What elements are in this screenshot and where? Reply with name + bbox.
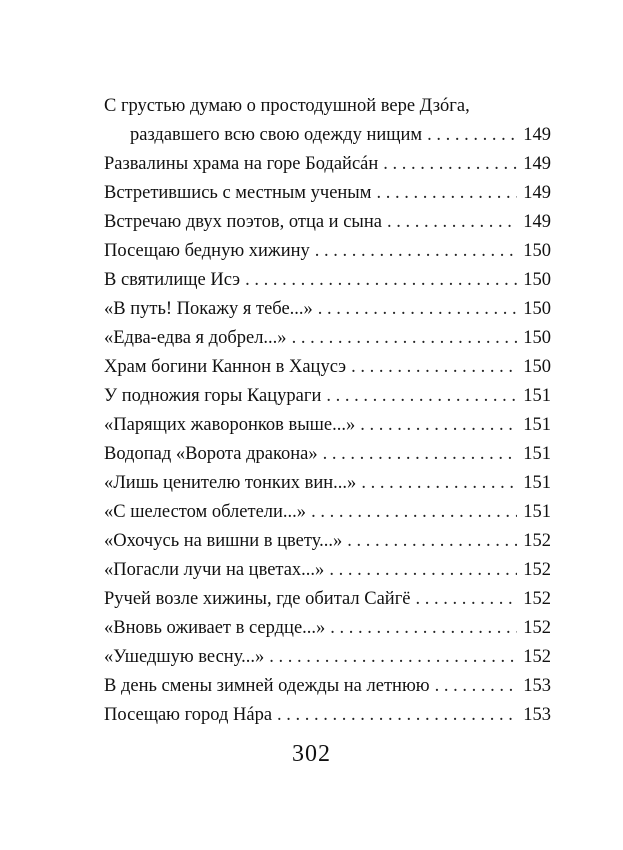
dot-leader xyxy=(347,527,517,556)
toc-entry-page: 149 xyxy=(523,183,551,203)
toc-entry-page: 152 xyxy=(523,560,551,580)
toc-entry-title: Посещаю бедную хижину xyxy=(104,241,310,261)
toc-entry-page: 149 xyxy=(523,154,551,174)
toc-entry-page: 152 xyxy=(523,647,551,667)
toc-entry xyxy=(104,527,551,556)
toc-entry-title: «Охочусь на вишни в цвету...» xyxy=(104,531,343,551)
toc-entry-title: «В путь! Покажу я тебе...» xyxy=(104,299,313,319)
dot-leader xyxy=(329,556,517,585)
dot-leader xyxy=(326,382,517,411)
toc-entry-page: 149 xyxy=(523,212,551,232)
toc-entry-page: 151 xyxy=(523,415,551,435)
toc-entry-page: 150 xyxy=(523,357,551,377)
dot-leader xyxy=(318,295,517,324)
toc-entry xyxy=(104,469,551,498)
toc-entry-page: 150 xyxy=(523,328,551,348)
toc-entry-title: Развалины храма на горе Бодайсáн xyxy=(104,154,379,174)
toc-entry xyxy=(104,266,551,295)
toc-entry-page: 152 xyxy=(523,589,551,609)
toc-entry-title: «Парящих жаворонков выше...» xyxy=(104,415,356,435)
page-number: 302 xyxy=(292,741,331,767)
toc-entry-title: раздавшего всю свою одежду нищим xyxy=(130,125,423,145)
toc-entry-title: Храм богини Каннон в Хацусэ xyxy=(104,357,347,377)
dot-leader xyxy=(292,324,518,353)
dot-leader xyxy=(277,701,517,730)
toc-entry xyxy=(104,150,551,179)
toc-entry-page: 153 xyxy=(523,676,551,696)
dot-leader xyxy=(245,266,517,295)
toc-entry xyxy=(104,498,551,527)
toc-entry-title: В святилище Исэ xyxy=(104,270,241,290)
dot-leader xyxy=(383,150,517,179)
toc-entry-page: 152 xyxy=(523,531,551,551)
toc-entry-title: Встречаю двух поэтов, отца и сына xyxy=(104,212,382,232)
dot-leader xyxy=(387,208,517,237)
toc-entry-page: 149 xyxy=(523,125,551,145)
toc-entry xyxy=(104,440,551,469)
dot-leader xyxy=(361,469,517,498)
toc-entry-title: «Едва-едва я добрел...» xyxy=(104,328,287,348)
toc-entry xyxy=(104,643,551,672)
table-of-contents xyxy=(104,92,551,730)
toc-entry xyxy=(104,672,551,701)
toc-entry-title: Посещаю город Нáра xyxy=(104,705,273,725)
toc-entry xyxy=(104,382,551,411)
toc-entry-title: У подножия горы Кацураги xyxy=(104,386,322,406)
toc-entry xyxy=(104,556,551,585)
dot-leader xyxy=(416,585,518,614)
dot-leader xyxy=(376,179,517,208)
dot-leader xyxy=(435,672,518,701)
dot-leader xyxy=(351,353,517,382)
toc-entry-title: «Погасли лучи на цветах...» xyxy=(104,560,325,580)
toc-entry-title: Встретившись с местным ученым xyxy=(104,183,372,203)
toc-entry-title-line1: С грустью думаю о простодушной вере Дзóга, xyxy=(104,96,470,116)
toc-entry-title: Водопад «Ворота дракона» xyxy=(104,444,318,464)
toc-entry xyxy=(104,585,551,614)
dot-leader xyxy=(360,411,517,440)
toc-entry-page: 151 xyxy=(523,444,551,464)
toc-entry-title: Ручей возле хижины, где обитал Сайгё xyxy=(104,589,411,609)
toc-entry xyxy=(104,353,551,382)
toc-entry-page: 151 xyxy=(523,473,551,493)
toc-entry xyxy=(104,179,551,208)
toc-entry-page: 152 xyxy=(523,618,551,638)
toc-entry xyxy=(104,295,551,324)
toc-entry-page: 150 xyxy=(523,299,551,319)
toc-entry xyxy=(104,614,551,643)
dot-leader xyxy=(330,614,517,643)
toc-entry xyxy=(104,324,551,353)
toc-entry xyxy=(104,208,551,237)
toc-entry-title: В день смены зимней одежды на летнюю xyxy=(104,676,430,696)
dot-leader xyxy=(269,643,517,672)
dot-leader xyxy=(311,498,517,527)
toc-entry-page: 150 xyxy=(523,270,551,290)
toc-entry xyxy=(104,701,551,730)
toc-entry-page: 151 xyxy=(523,386,551,406)
toc-entry-title: «Лишь ценителю тонких вин...» xyxy=(104,473,357,493)
toc-entry-page: 151 xyxy=(523,502,551,522)
toc-entry-title: «Вновь оживает в сердце...» xyxy=(104,618,326,638)
toc-entry xyxy=(104,411,551,440)
dot-leader xyxy=(427,121,517,150)
toc-entry xyxy=(104,237,551,266)
dot-leader xyxy=(315,237,518,266)
toc-entry-page: 150 xyxy=(523,241,551,261)
toc-entry-title: «Ушедшую весну...» xyxy=(104,647,265,667)
toc-entry xyxy=(104,92,551,150)
toc-entry-title: «С шелестом облетели...» xyxy=(104,502,307,522)
toc-entry-page: 153 xyxy=(523,705,551,725)
dot-leader xyxy=(323,440,518,469)
